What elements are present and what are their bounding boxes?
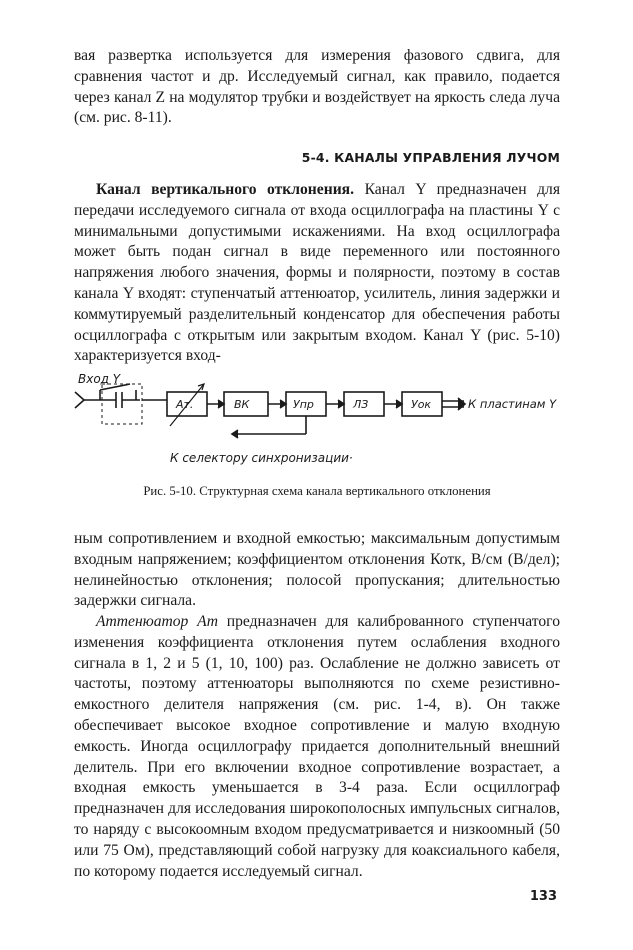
paragraph-attenuator [74,612,560,882]
input-label: Вход Y [78,372,121,386]
block-label-attenuator: Ат. [176,398,194,411]
block-diagram [72,370,562,470]
page-number: 133 [529,889,557,904]
sync-label: К селектору синхронизации· [170,451,353,465]
block-label-vk: ВК [234,398,250,411]
paragraph-attenuator-text: предназначен для калиброванного ступенчатого изменения коэффициента отклонения путем ослабления входного сигнала в 1, 2 и 5 (1, 10, 100) раз. Ослабление не должно зависеть от частоты, поэтому аттенюаторы выполняются по схеме резистивно-емкостного делителя напряжения (см. рис. 1-4, в). Он также обеспечивает высокое входное сопротивление и малую входную емкость. Иногда осциллографу придается дополнительный внешний делитель. При его включении входное сопротивление возрастает, а входная емкость уменьшается в 3-4 раза. Если осциллограф предназначен для исследования широкополосных импульсных сигналов, то наряду с высокоомным входом предусматривается и низкоомный (50 или 75 Ом), представляющий собой нагрузку для коаксиального кабеля, по которому подается исследуемый сигнал. [74,613,560,880]
paragraph-channel [74,180,560,367]
output-label: К пластинам Y [468,397,557,411]
paragraph-channel-lead: Канал вертикального отклонения. [96,181,355,198]
block-label-preamp: Упр [293,398,314,411]
paragraph-attenuator-lead: Аттенюатор Ат [96,613,218,630]
block-label-delay-line: ЛЗ [353,398,369,411]
block-label-output-amp: Уок [411,398,432,411]
paragraph-top: вая развертка используется для измерения фазового сдвига, для сравнения частот и др. Исследуемый сигнал, как правило, подается через канал Z на модулятор трубки и воздействует на яркость следа луча (см. рис. 8-11). [74,47,560,127]
input-terminal-icon [75,392,84,408]
figure-caption: Рис. 5-10. Структурная схема канала вертикального отклонения [143,484,491,498]
paragraph-continued: ным сопротивлением и входной емкостью; максимальным допустимым входным напряжением; коэффициентом отклонения Котк, В/см (В/дел); нелинейностью отклонения; полосой пропускания; длительностью задержки сигнала. [74,530,560,610]
paragraph-channel-text: Канал Y предназначен для передачи исследуемого сигнала от входа осциллографа на пластины Y с минимальными допустимыми искажениями. На вход осциллографа может быть подан сигнал в виде переменного или постоянного напряжения любого значения, формы и полярности, поэтому в состав канала Y входят: ступенчатый аттенюатор, усилитель, линия задержки и коммутируемый разделительный конденсатор для обеспечения работы осциллографа с открытым или закрытым входом. Канал Y (рис. 5-10) характеризуется вход- [74,181,560,365]
section-heading: 5-4. КАНАЛЫ УПРАВЛЕНИЯ ЛУЧОМ [301,150,560,165]
